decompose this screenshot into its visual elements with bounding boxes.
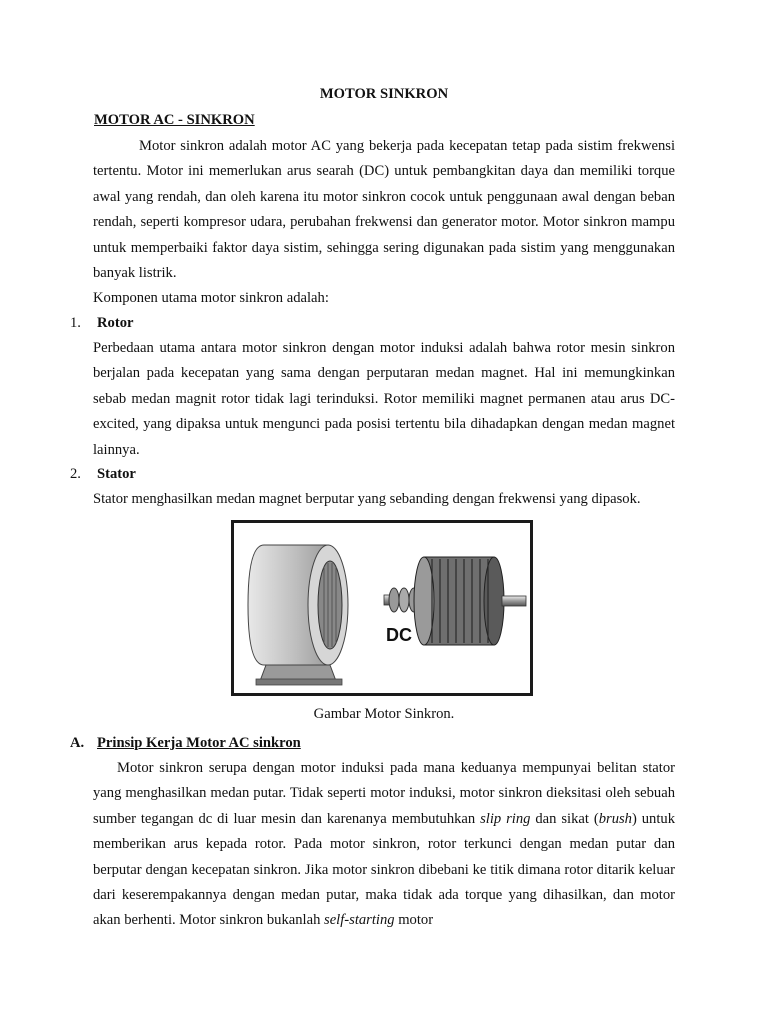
dc-label: DC	[386, 625, 412, 645]
section-subtitle: MOTOR AC - SINKRON	[94, 112, 255, 128]
synchronous-motor-illustration	[234, 523, 530, 693]
rotor-paragraph	[93, 336, 675, 463]
components-intro: Komponen utama motor sinkron adalah:	[93, 290, 329, 307]
list-number: 1.	[70, 315, 81, 331]
list-item-rotor-heading	[70, 311, 133, 337]
brush-term: brush	[598, 810, 632, 827]
section-text-part: dan sikat (	[530, 810, 599, 827]
list-heading: Stator	[97, 466, 136, 482]
rotor-icon	[414, 557, 526, 645]
section-heading: Prinsip Kerja Motor AC sinkron	[97, 735, 301, 751]
list-heading: Rotor	[97, 315, 134, 331]
stator-text: Stator menghasilkan medan magnet berputar yang sebanding dengan frekwensi yang dipasok.	[93, 491, 641, 507]
stator-paragraph	[93, 487, 675, 512]
section-number: A.	[70, 735, 85, 751]
slip-ring-term: slip ring	[480, 810, 531, 827]
list-number: 2.	[70, 466, 81, 482]
intro-paragraph	[93, 134, 675, 312]
figure-caption: Gambar Motor Sinkron.	[313, 706, 455, 722]
section-text-part: Motor sinkron serupa dengan motor induksi pada mana keduanya mempunyai belitan stator yang menghasilkan medan putar. Tidak seperti motor induksi, motor sinkron dieksitasi oleh sebuah sumber tegangan dc di luar mesin dan karenanya membutuhkan	[93, 760, 675, 827]
section-a-paragraph	[93, 756, 675, 934]
motor-figure	[231, 520, 533, 696]
rotor-text: Perbedaan utama antara motor sinkron dengan motor induksi adalah bahwa rotor mesin sinkron berjalan pada kecepatan yang sama dengan perputaran medan magnet. Hal ini memungkinkan sebab medan magnit rotor tidak lagi terinduksi. Rotor memiliki magnet permanen atau arus DC-excited, yang dipaksa untuk mengunci pada posisi tertentu bila dihadapkan dengan medan magnet lainnya.	[93, 340, 675, 458]
stator-housing-icon	[248, 545, 348, 685]
section-text-part: motor	[394, 912, 434, 929]
section-a-text	[93, 756, 675, 934]
page-title: MOTOR SINKRON	[319, 86, 449, 102]
section-heading-a	[70, 731, 301, 756]
intro-text: Motor sinkron adalah motor AC yang bekerja pada kecepatan tetap pada sistim frekwensi tertentu. Motor ini memerlukan arus searah (DC) untuk pembangkitan daya dan memiliki torque awal yang rendah, dan oleh karena itu motor sinkron cocok untuk penggunaan awal dengan beban rendah, seperti kompresor udara, perubahan frekwensi dan generator motor. Motor sinkron mampu untuk memperbaiki faktor daya sistim, sehingga sering digunakan pada sistim yang menggunakan banyak listrik.	[93, 138, 675, 282]
self-starting-term: self-starting	[324, 912, 395, 929]
list-item-stator-heading	[70, 462, 136, 488]
section-text-part: ) untuk memberikan arus kepada rotor. Pada motor sinkron, rotor terkunci dengan medan putar dan berputar dengan kecepatan sinkron. Jika motor sinkron dibebani ke titik dimana rotor ditarik keluar dari keserempakannya dengan medan putar, maka tidak ada torque yang dihasilkan, dan motor akan berhenti. Motor sinkron bukanlah	[93, 810, 675, 929]
